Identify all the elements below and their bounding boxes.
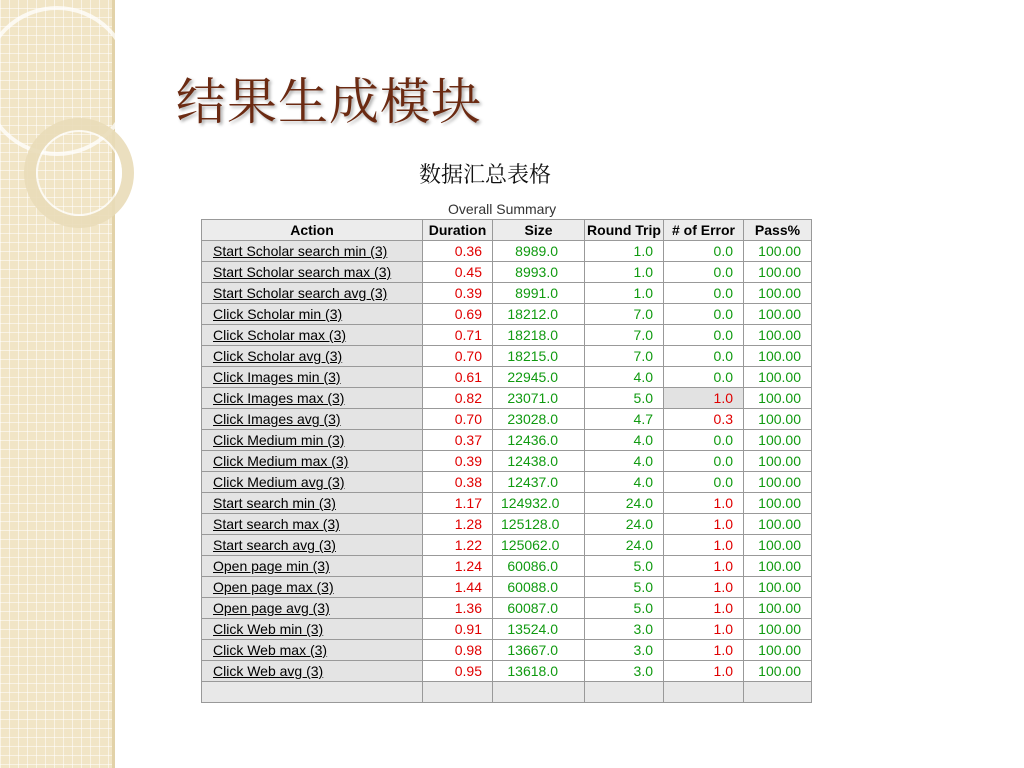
table-row bbox=[202, 367, 812, 388]
duration-cell: 0.36 bbox=[423, 241, 493, 262]
error-cell: 0.0 bbox=[664, 241, 744, 262]
duration-cell: 0.82 bbox=[423, 388, 493, 409]
table-row bbox=[202, 430, 812, 451]
duration-cell: 0.71 bbox=[423, 325, 493, 346]
duration-cell: 1.24 bbox=[423, 556, 493, 577]
duration-cell: 0.45 bbox=[423, 262, 493, 283]
action-link[interactable]: Click Medium avg (3) bbox=[202, 472, 423, 493]
header-size[interactable]: Size bbox=[493, 220, 585, 241]
duration-cell: 0.38 bbox=[423, 472, 493, 493]
error-cell: 0.0 bbox=[664, 262, 744, 283]
error-cell: 1.0 bbox=[664, 640, 744, 661]
pass-cell: 100.00 bbox=[744, 493, 812, 514]
duration-cell: 0.37 bbox=[423, 430, 493, 451]
action-link[interactable]: Start Scholar search max (3) bbox=[202, 262, 423, 283]
pass-cell: 100.00 bbox=[744, 262, 812, 283]
size-cell: 18212.0 bbox=[493, 304, 585, 325]
duration-cell: 0.98 bbox=[423, 640, 493, 661]
error-cell: 0.0 bbox=[664, 451, 744, 472]
table-row bbox=[202, 598, 812, 619]
pass-cell: 100.00 bbox=[744, 451, 812, 472]
table-row bbox=[202, 346, 812, 367]
action-link[interactable]: Click Images avg (3) bbox=[202, 409, 423, 430]
action-link[interactable]: Open page max (3) bbox=[202, 577, 423, 598]
error-cell: 0.0 bbox=[664, 346, 744, 367]
decorative-ring-inner bbox=[36, 130, 122, 216]
duration-cell: 1.28 bbox=[423, 514, 493, 535]
table-empty-row bbox=[202, 682, 812, 703]
header-pass[interactable]: Pass% bbox=[744, 220, 812, 241]
error-cell: 0.0 bbox=[664, 283, 744, 304]
empty-cell bbox=[202, 682, 423, 703]
error-cell: 1.0 bbox=[664, 514, 744, 535]
pass-cell: 100.00 bbox=[744, 472, 812, 493]
round-trip-cell: 4.0 bbox=[585, 367, 664, 388]
table-row bbox=[202, 472, 812, 493]
empty-cell bbox=[493, 682, 585, 703]
pass-cell: 100.00 bbox=[744, 304, 812, 325]
size-cell: 8991.0 bbox=[493, 283, 585, 304]
duration-cell: 1.36 bbox=[423, 598, 493, 619]
size-cell: 23071.0 bbox=[493, 388, 585, 409]
error-cell: 1.0 bbox=[664, 493, 744, 514]
pass-cell: 100.00 bbox=[744, 241, 812, 262]
error-cell: 1.0 bbox=[664, 598, 744, 619]
pass-cell: 100.00 bbox=[744, 535, 812, 556]
table-row bbox=[202, 325, 812, 346]
action-link[interactable]: Start Scholar search avg (3) bbox=[202, 283, 423, 304]
action-link[interactable]: Click Medium min (3) bbox=[202, 430, 423, 451]
round-trip-cell: 4.7 bbox=[585, 409, 664, 430]
round-trip-cell: 24.0 bbox=[585, 514, 664, 535]
empty-cell bbox=[585, 682, 664, 703]
duration-cell: 0.70 bbox=[423, 409, 493, 430]
error-cell: 1.0 bbox=[664, 661, 744, 682]
round-trip-cell: 1.0 bbox=[585, 283, 664, 304]
round-trip-cell: 7.0 bbox=[585, 346, 664, 367]
duration-cell: 0.39 bbox=[423, 451, 493, 472]
size-cell: 124932.0 bbox=[493, 493, 585, 514]
pass-cell: 100.00 bbox=[744, 514, 812, 535]
error-cell: 0.0 bbox=[664, 472, 744, 493]
table-row bbox=[202, 493, 812, 514]
action-link[interactable]: Click Scholar avg (3) bbox=[202, 346, 423, 367]
action-link[interactable]: Click Medium max (3) bbox=[202, 451, 423, 472]
error-cell: 1.0 bbox=[664, 619, 744, 640]
table-row bbox=[202, 577, 812, 598]
table-row bbox=[202, 409, 812, 430]
round-trip-cell: 4.0 bbox=[585, 472, 664, 493]
error-cell: 0.0 bbox=[664, 430, 744, 451]
error-cell: 0.0 bbox=[664, 325, 744, 346]
table-row bbox=[202, 640, 812, 661]
header-action[interactable]: Action bbox=[202, 220, 423, 241]
header-duration[interactable]: Duration bbox=[423, 220, 493, 241]
table-row bbox=[202, 556, 812, 577]
header-errors[interactable]: # of Error bbox=[664, 220, 744, 241]
table-caption: Overall Summary bbox=[448, 201, 557, 217]
size-cell: 18218.0 bbox=[493, 325, 585, 346]
action-link[interactable]: Start search avg (3) bbox=[202, 535, 423, 556]
pass-cell: 100.00 bbox=[744, 283, 812, 304]
error-cell: 0.3 bbox=[664, 409, 744, 430]
table-row bbox=[202, 283, 812, 304]
size-cell: 23028.0 bbox=[493, 409, 585, 430]
slide-subtitle: 数据汇总表格 bbox=[419, 163, 552, 188]
round-trip-cell: 4.0 bbox=[585, 430, 664, 451]
round-trip-cell: 5.0 bbox=[585, 388, 664, 409]
duration-cell: 1.17 bbox=[423, 493, 493, 514]
action-link[interactable]: Click Web min (3) bbox=[202, 619, 423, 640]
round-trip-cell: 3.0 bbox=[585, 661, 664, 682]
size-cell: 12438.0 bbox=[493, 451, 585, 472]
action-link[interactable]: Start Scholar search min (3) bbox=[202, 241, 423, 262]
round-trip-cell: 5.0 bbox=[585, 577, 664, 598]
pass-cell: 100.00 bbox=[744, 409, 812, 430]
summary-table bbox=[201, 219, 812, 703]
table-row bbox=[202, 262, 812, 283]
round-trip-cell: 3.0 bbox=[585, 640, 664, 661]
table-row bbox=[202, 619, 812, 640]
size-cell: 13667.0 bbox=[493, 640, 585, 661]
error-cell: 1.0 bbox=[664, 388, 744, 409]
error-cell: 0.0 bbox=[664, 304, 744, 325]
pass-cell: 100.00 bbox=[744, 430, 812, 451]
size-cell: 60088.0 bbox=[493, 577, 585, 598]
pass-cell: 100.00 bbox=[744, 367, 812, 388]
round-trip-cell: 7.0 bbox=[585, 325, 664, 346]
pass-cell: 100.00 bbox=[744, 388, 812, 409]
round-trip-cell: 7.0 bbox=[585, 304, 664, 325]
action-link[interactable]: Click Scholar min (3) bbox=[202, 304, 423, 325]
pass-cell: 100.00 bbox=[744, 325, 812, 346]
round-trip-cell: 1.0 bbox=[585, 262, 664, 283]
size-cell: 60086.0 bbox=[493, 556, 585, 577]
action-link[interactable]: Open page min (3) bbox=[202, 556, 423, 577]
round-trip-cell: 24.0 bbox=[585, 493, 664, 514]
empty-cell bbox=[423, 682, 493, 703]
action-link[interactable]: Click Images min (3) bbox=[202, 367, 423, 388]
header-round-trip[interactable]: Round Trip bbox=[585, 220, 664, 241]
pass-cell: 100.00 bbox=[744, 556, 812, 577]
round-trip-cell: 24.0 bbox=[585, 535, 664, 556]
size-cell: 125062.0 bbox=[493, 535, 585, 556]
action-link[interactable]: Click Images max (3) bbox=[202, 388, 423, 409]
duration-cell: 0.69 bbox=[423, 304, 493, 325]
pass-cell: 100.00 bbox=[744, 640, 812, 661]
table-row bbox=[202, 388, 812, 409]
action-link[interactable]: Start search max (3) bbox=[202, 514, 423, 535]
size-cell: 60087.0 bbox=[493, 598, 585, 619]
duration-cell: 0.91 bbox=[423, 619, 493, 640]
size-cell: 13524.0 bbox=[493, 619, 585, 640]
table-row bbox=[202, 451, 812, 472]
duration-cell: 0.70 bbox=[423, 346, 493, 367]
pass-cell: 100.00 bbox=[744, 598, 812, 619]
error-cell: 0.0 bbox=[664, 367, 744, 388]
size-cell: 125128.0 bbox=[493, 514, 585, 535]
table-row bbox=[202, 661, 812, 682]
size-cell: 12436.0 bbox=[493, 430, 585, 451]
pass-cell: 100.00 bbox=[744, 661, 812, 682]
pass-cell: 100.00 bbox=[744, 577, 812, 598]
duration-cell: 1.22 bbox=[423, 535, 493, 556]
size-cell: 8993.0 bbox=[493, 262, 585, 283]
table-row bbox=[202, 241, 812, 262]
error-cell: 1.0 bbox=[664, 577, 744, 598]
error-cell: 1.0 bbox=[664, 556, 744, 577]
action-link[interactable]: Click Web avg (3) bbox=[202, 661, 423, 682]
table-row bbox=[202, 535, 812, 556]
action-link[interactable]: Start search min (3) bbox=[202, 493, 423, 514]
size-cell: 12437.0 bbox=[493, 472, 585, 493]
action-link[interactable]: Click Scholar max (3) bbox=[202, 325, 423, 346]
round-trip-cell: 5.0 bbox=[585, 598, 664, 619]
slide-title: 结果生成模块 bbox=[176, 73, 482, 131]
duration-cell: 0.61 bbox=[423, 367, 493, 388]
size-cell: 13618.0 bbox=[493, 661, 585, 682]
duration-cell: 0.95 bbox=[423, 661, 493, 682]
round-trip-cell: 5.0 bbox=[585, 556, 664, 577]
empty-cell bbox=[744, 682, 812, 703]
empty-cell bbox=[664, 682, 744, 703]
size-cell: 8989.0 bbox=[493, 241, 585, 262]
size-cell: 18215.0 bbox=[493, 346, 585, 367]
round-trip-cell: 4.0 bbox=[585, 451, 664, 472]
table-row bbox=[202, 514, 812, 535]
action-link[interactable]: Click Web max (3) bbox=[202, 640, 423, 661]
duration-cell: 1.44 bbox=[423, 577, 493, 598]
pass-cell: 100.00 bbox=[744, 346, 812, 367]
round-trip-cell: 3.0 bbox=[585, 619, 664, 640]
pass-cell: 100.00 bbox=[744, 619, 812, 640]
error-cell: 1.0 bbox=[664, 535, 744, 556]
size-cell: 22945.0 bbox=[493, 367, 585, 388]
table-header-row bbox=[202, 220, 812, 241]
duration-cell: 0.39 bbox=[423, 283, 493, 304]
round-trip-cell: 1.0 bbox=[585, 241, 664, 262]
table-row bbox=[202, 304, 812, 325]
action-link[interactable]: Open page avg (3) bbox=[202, 598, 423, 619]
